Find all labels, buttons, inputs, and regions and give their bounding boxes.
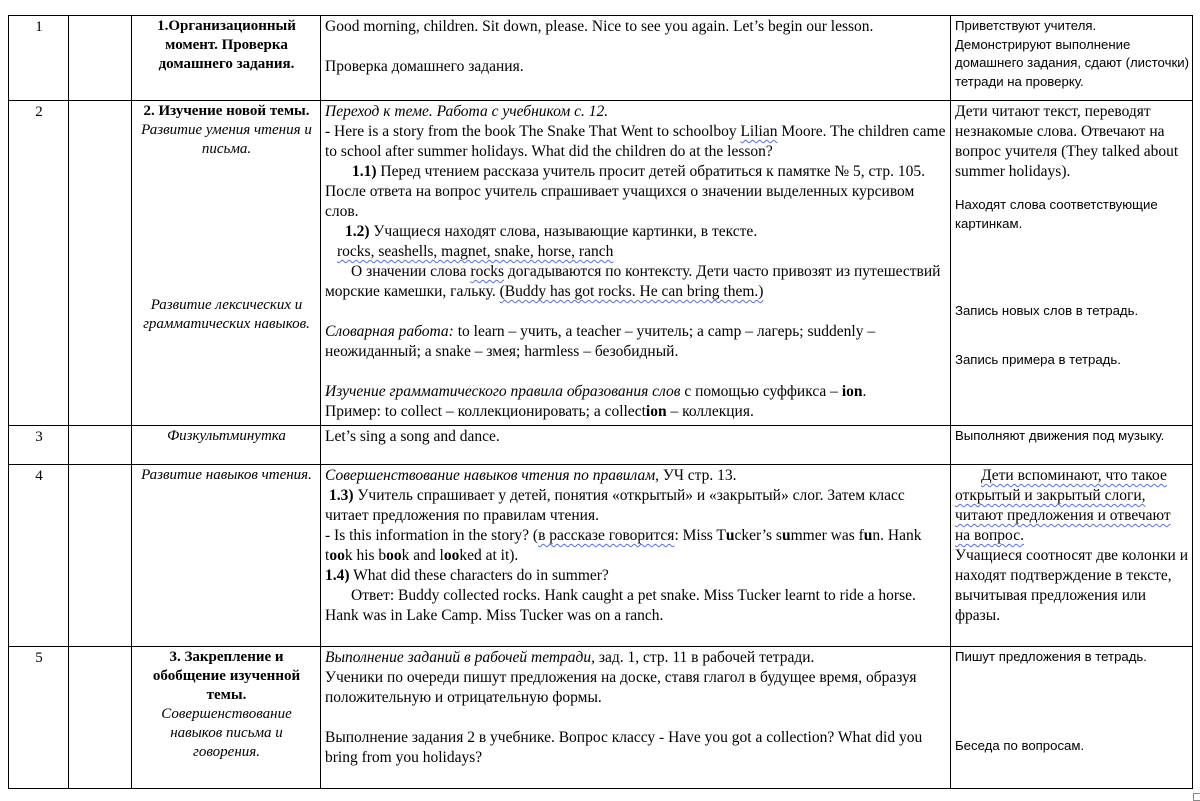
student-text: Выполняют движения под музыку. [955,428,1165,443]
stage-cell [132,426,321,465]
stage-subtitle: Развитие умения чтения и письма. [141,122,312,157]
resize-handle [1193,793,1200,801]
step-1-2: 1.2) Учащиеся находят слова, называющие картинки, в тексте. [345,223,758,240]
teacher-text: Let’s sing a song and dance. [325,428,500,445]
vocabulary-work: Словарная работа: to learn – учить, a teacher – учитель; a camp – лагерь; suddenly – неожиданный; a snake – змея; harmless – безобидный. [325,323,876,360]
step-1-4: 1.4) What did these characters do in summer? [325,567,609,584]
row-number: 3 [9,426,69,465]
intro-text: Совершенствование навыков чтения по правилам, УЧ стр. 13. [325,467,737,484]
stage-title: 1.Организационный момент. Проверка домашнего задания. [157,18,296,72]
empty-cell [69,16,132,101]
grammar-example: Пример: to collect – коллекционировать; a collection – коллекция. [325,403,754,420]
picture-words: rocks, seashells, magnet, snake, horse, ranch [337,243,614,260]
student-activity-cell [951,101,1193,426]
student-activity-cell [951,647,1193,789]
student-activity-cell [951,465,1193,647]
table-row [9,647,1193,789]
stage-title: 2. Изучение новой темы. [143,103,310,119]
step-1-1: 1.1) Перед чтением рассказа учитель просит детей обратиться к памятке № 5, стр. 105. После ответа на вопрос учитель спрашивает учащихся о значении выделенных курсивом слов. [325,163,925,220]
stage-cell [132,647,321,789]
table-row [9,101,1193,426]
row-number: 5 [9,647,69,789]
student-text: Находят слова соответствующие картинкам. [955,197,1158,231]
student-text: Дети вспоминают, что такое открытый и закрытый слоги, читают предложения и отвечают на вопрос. [955,467,1171,544]
step-1-3: 1.3) Учитель спрашивает у детей, понятия «открытый» и «закрытый» слог. Затем класс читает предложения по правилам чтения. [325,487,905,524]
student-activity-cell [951,426,1193,465]
teacher-activity-cell [321,465,951,647]
student-activity-cell [951,16,1193,101]
answer-text: Ответ: Buddy collected rocks. Hank caught a pet snake. Miss Tucker learnt to ride a horse. Hank was in Lake Camp. Miss Tucker was on a ranch. [325,587,916,624]
stage-title: Развитие навыков чтения. [141,467,312,483]
grammar-rule: Изучение грамматического правила образования слов с помощью суффикса – ion. [325,383,867,400]
story-question: - Here is a story from the book The Snake That Went to schoolboy Lilian Moore. The children came to school after summer holidays. What did the children do at the lesson? [325,123,946,160]
table-row [9,426,1193,465]
student-text: Учащиеся соотносят две колонки и находят подтверждение в тексте, вычитывая предложения или фразы. [955,547,1188,624]
stage-cell [132,465,321,647]
student-text: Запись примера в тетрадь. [955,351,1121,367]
teacher-activity-cell [321,426,951,465]
empty-cell [69,465,132,647]
student-text: Дети читают текст, переводят незнакомые слова. Отвечают на вопрос учителя (They talked about summer holidays). [955,103,1179,180]
row-number: 4 [9,465,69,647]
teacher-activity-cell [321,101,951,426]
empty-cell [69,647,132,789]
teacher-activity-cell [321,16,951,101]
board-task: Ученики по очереди пишут предложения на доске, ставя глагол в будущее время, образуя положительную и отрицательную формы. [325,669,917,706]
greeting-text: Good morning, children. Sit down, please. Nice to see you again. Let’s begin our lesson. [325,18,874,35]
row-number: 2 [9,101,69,426]
empty-cell [69,101,132,426]
story-question: - Is this information in the story? (в рассказе говорится: Miss Tucker’s summer was fun. Hank took his book and looked at it). [325,527,922,564]
teacher-activity-cell [321,647,951,789]
stage-cell [132,16,321,101]
student-text: Приветствуют учителя. Демонстрируют выполнение домашнего задания, сдают (листочки) тетради на проверку. [955,18,1189,89]
workbook-task: Выполнение заданий в рабочей тетради, зад. 1, стр. 11 в рабочей тетради. [325,649,815,666]
textbook-task: Выполнение задания 2 в учебнике. Вопрос классу - Have you got a collection? What did you bring from you holidays? [325,729,923,766]
stage-title: 3. Закрепление и обобщение изученной темы. [152,649,301,703]
intro-text: Переход к теме. Работа с учебником с. 12. [325,103,609,120]
stage-cell [132,101,321,426]
row-number: 1 [9,16,69,101]
student-text: Пишут предложения в тетрадь. [955,649,1147,664]
table-row [9,16,1193,101]
table-row [9,465,1193,647]
empty-cell [69,426,132,465]
stage-subtitle: Совершенствование навыков письма и говорения. [161,706,292,760]
student-text: Запись новых слов в тетрадь. [955,303,1139,318]
stage-title: Физкультминутка [167,428,286,444]
lesson-plan-table [8,15,1193,789]
student-text: Беседа по вопросам. [955,737,1085,753]
stage-subtitle: Развитие лексических и грамматических навыков. [143,297,310,332]
rocks-explanation: О значении слова rocks догадываются по контексту. Дети часто привозят из путешествий морские камешки, гальку. (Buddy has got rocks. He can bring them.) [325,263,941,300]
homework-text: Проверка домашнего задания. [325,58,524,75]
